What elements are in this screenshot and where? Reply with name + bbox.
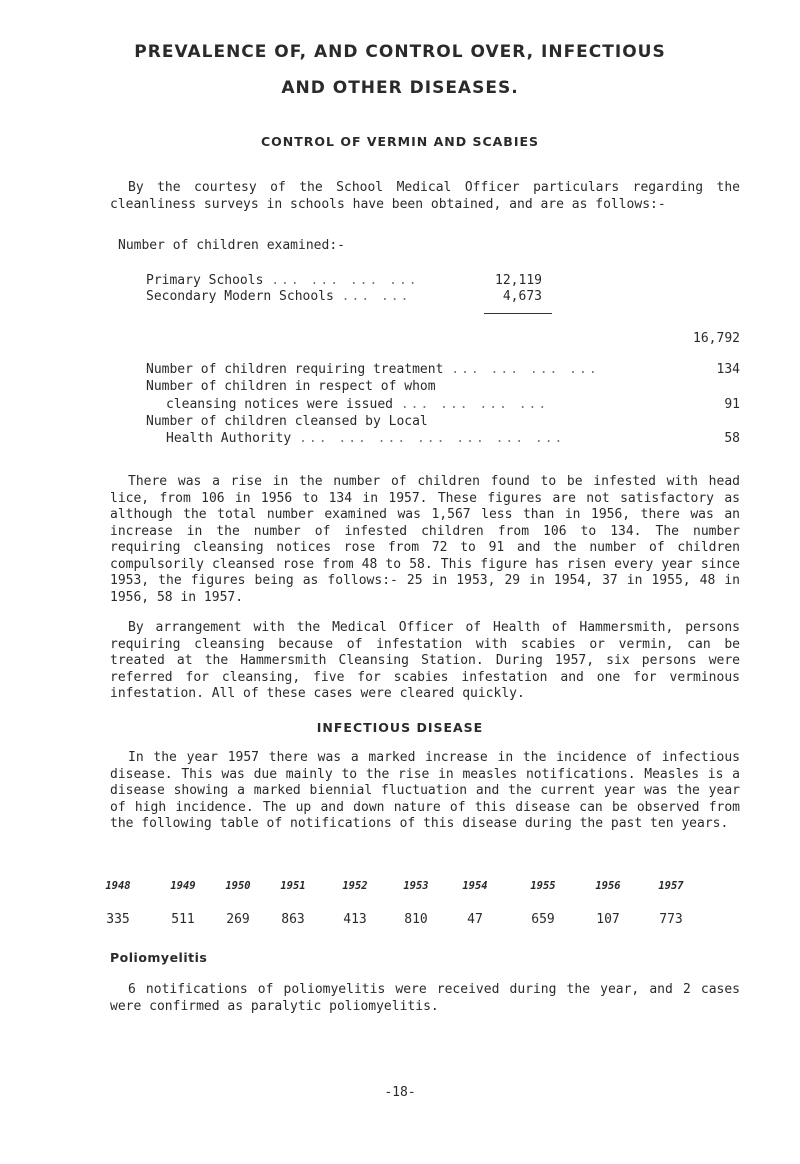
table-year-1950: 1950: [225, 880, 251, 892]
table-count-1955: 659: [531, 912, 555, 927]
treatment-label: [146, 362, 599, 377]
polio-heading: Poliomyelitis: [110, 950, 208, 965]
table-count-1949: 511: [171, 912, 195, 927]
hammersmith-paragraph: By arrangement with the Medical Officer of Health of Hammersmith, persons requiring cleansing because of infestation with scabies or vermin, can be treated at the Hammersmith Cleansing Station. During 1957, six persons were referred for cleansing, five for scabies infestation and one for verminous infestation. All of these cases were cleared quickly.: [110, 620, 740, 701]
table-year-1954: 1954: [462, 880, 488, 892]
page-number: -18-: [384, 1085, 416, 1100]
leader-dots: ... ... ... ...: [271, 273, 419, 288]
lice-paragraph: There was a rise in the number of children found to be infested with head lice, from 106 in 1956 to 134 in 1957. These figures are not satisfactory as although the total number examined was 1,567 less than in 1956, there was an increase in the number of infested children from 106 to 134. The number requiring cleansing notices rose from 72 to 91 and the number of children compulsorily cleansed rose from 48 to 58. This figure has risen every year since 1953, the figures being as follows:- 25 in 1953, 29 in 1954, 37 in 1955, 48 in 1956, 58 in 1957.: [110, 474, 740, 605]
cleansed-label-1: Number of children cleansed by Local: [146, 414, 428, 429]
treatment-label-text: Number of children requiring treatment: [146, 362, 444, 377]
table-count-1956: 107: [596, 912, 620, 927]
infectious-paragraph: In the year 1957 there was a marked increase in the incidence of infectious disease. This was due mainly to the rise in measles notifications. Measles is a disease showing a marked biennial fluctuation and the current year was the year of high incidence. The up and down nature of this disease can be observed from the following table of notifications of this disease during the past ten years.: [110, 750, 740, 831]
leader-dots: ... ...: [341, 289, 411, 304]
notices-value: 91: [724, 397, 740, 412]
table-count-1951: 863: [281, 912, 305, 927]
table-count-1948: 335: [106, 912, 130, 927]
secondary-value: 4,673: [502, 289, 542, 304]
table-year-1953: 1953: [403, 880, 429, 892]
table-year-1948: 1948: [105, 880, 131, 892]
primary-label-text: Primary Schools: [146, 273, 264, 288]
page-title-line-2: AND OTHER DISEASES.: [281, 78, 519, 98]
subtotal-rule: [484, 313, 552, 314]
table-count-1954: 47: [467, 912, 483, 927]
table-year-1949: 1949: [170, 880, 196, 892]
table-year-1955: 1955: [530, 880, 556, 892]
leader-dots: ... ... ... ... ... ... ...: [299, 431, 565, 446]
treatment-value: 134: [716, 362, 740, 377]
notices-label-1: Number of children in respect of whom: [146, 379, 436, 394]
primary-label: [146, 273, 419, 288]
table-count-1952: 413: [343, 912, 367, 927]
polio-paragraph: 6 notifications of poliomyelitis were received during the year, and 2 cases were confirmed as paralytic poliomyelitis.: [110, 982, 740, 1014]
leader-dots: ... ... ... ...: [400, 397, 549, 412]
table-year-1957: 1957: [658, 880, 684, 892]
cleansed-label-2: [166, 431, 564, 446]
page-title-line-1: PREVALENCE OF, AND CONTROL OVER, INFECTIOUS: [134, 42, 666, 62]
table-count-1950: 269: [226, 912, 250, 927]
secondary-label-text: Secondary Modern Schools: [146, 289, 334, 304]
notices-label-2: [166, 397, 548, 412]
total-value: 16,792: [693, 331, 740, 346]
vermin-heading: CONTROL OF VERMIN AND SCABIES: [260, 134, 540, 149]
secondary-label: [146, 289, 410, 304]
table-year-1952: 1952: [342, 880, 368, 892]
table-count-1957: 773: [659, 912, 683, 927]
vermin-intro: By the courtesy of the School Medical Officer particulars regarding the cleanliness surveys in schools have been obtained, and are as follows:-: [110, 180, 740, 212]
table-year-1956: 1956: [595, 880, 621, 892]
infectious-heading: INFECTIOUS DISEASE: [316, 720, 484, 735]
cleansed-label-2-text: Health Authority: [166, 431, 292, 446]
measles-table: [0, 880, 800, 940]
primary-value: 12,119: [495, 273, 542, 288]
notices-label-2-text: cleansing notices were issued: [166, 397, 393, 412]
table-year-1951: 1951: [280, 880, 306, 892]
leader-dots: ... ... ... ...: [451, 362, 599, 377]
examined-label: Number of children examined:-: [118, 238, 345, 253]
table-count-1953: 810: [404, 912, 428, 927]
cleansed-value: 58: [724, 431, 740, 446]
